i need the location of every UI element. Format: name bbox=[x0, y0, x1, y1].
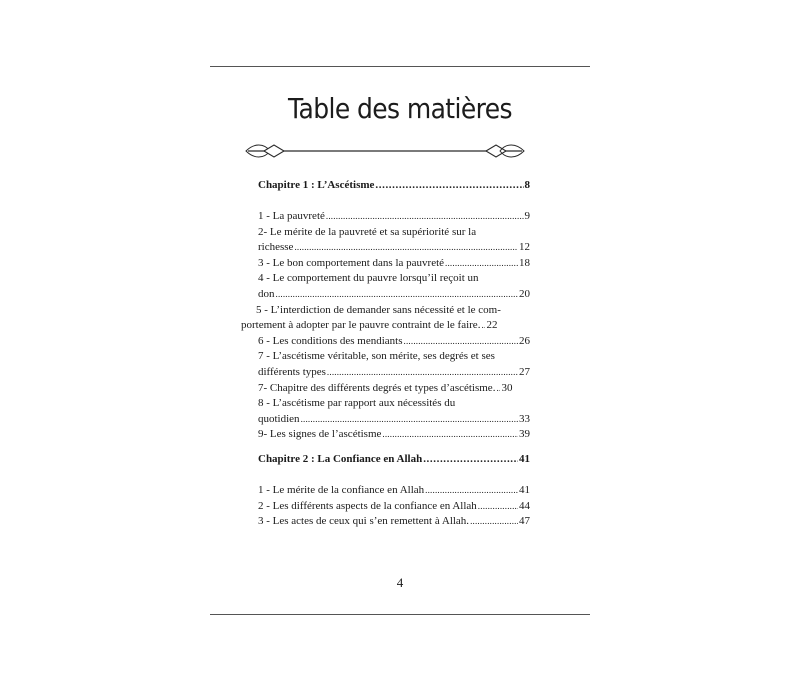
entry-page: 47 bbox=[519, 515, 530, 528]
dot-leader bbox=[425, 483, 518, 499]
page-title: Table des matières bbox=[288, 92, 512, 125]
chapter1-page: 8 bbox=[524, 179, 530, 191]
entry-page: 26 bbox=[519, 334, 530, 347]
entry-label: portement à adopter par le pauvre contraint de le faire. bbox=[241, 319, 481, 332]
toc-entry[interactable] bbox=[258, 483, 530, 499]
dot-leader bbox=[294, 240, 518, 256]
chapter2-entries bbox=[258, 483, 530, 530]
toc-entry[interactable] bbox=[258, 287, 530, 303]
toc-entry[interactable] bbox=[258, 381, 530, 397]
entry-page: 20 bbox=[519, 287, 530, 300]
entry-label: 1 - La pauvreté bbox=[258, 210, 325, 222]
toc-entry[interactable] bbox=[258, 499, 530, 515]
entry-page: 22 bbox=[486, 319, 498, 332]
toc-entry[interactable] bbox=[258, 256, 530, 272]
entry-label-line1: 8 - L’ascétisme par rapport aux nécessités du bbox=[258, 397, 456, 410]
entry-label: 2 - Les différents aspects de la confiance en Allah bbox=[258, 499, 477, 512]
entry-label-line1: 7 - L’ascétisme véritable, son mérite, ses degrés et ses bbox=[258, 350, 495, 363]
entry-label: don bbox=[258, 287, 275, 300]
dot-leader bbox=[276, 287, 519, 303]
toc-entry[interactable] bbox=[258, 365, 530, 381]
entry-label: 9- Les signes de l’ascétisme bbox=[258, 428, 382, 441]
dot-leader bbox=[326, 209, 524, 225]
chapter2-heading: Chapitre 2 : La Confiance en Allah bbox=[258, 453, 423, 465]
entry-label: quotidien bbox=[258, 412, 300, 425]
bottom-rule bbox=[210, 614, 590, 615]
dot-leader bbox=[423, 452, 518, 468]
entry-page: 39 bbox=[519, 428, 530, 441]
entry-page: 41 bbox=[519, 484, 530, 496]
page-number: 4 bbox=[396, 575, 404, 590]
toc-entry[interactable] bbox=[241, 318, 530, 334]
dot-leader bbox=[404, 334, 518, 350]
toc-entry[interactable] bbox=[258, 209, 530, 225]
dot-leader bbox=[327, 365, 518, 381]
toc-entry[interactable] bbox=[258, 412, 530, 428]
toc-entry[interactable] bbox=[258, 427, 530, 443]
toc-entry[interactable] bbox=[258, 240, 530, 256]
entry-page: 9 bbox=[524, 210, 530, 222]
top-rule bbox=[210, 66, 590, 67]
chapter2-page: 41 bbox=[519, 453, 530, 465]
dot-leader bbox=[496, 381, 500, 397]
entry-page: 33 bbox=[519, 412, 530, 425]
chapter1-heading-row[interactable] bbox=[258, 178, 530, 194]
entry-label: 7- Chapitre des différents degrés et types d’ascétisme. bbox=[258, 381, 496, 394]
dot-leader bbox=[478, 499, 518, 515]
dot-leader bbox=[382, 427, 518, 443]
toc-entry[interactable] bbox=[258, 334, 530, 350]
entry-label: 6 - Les conditions des mendiants bbox=[258, 334, 403, 347]
ornament-divider bbox=[244, 140, 526, 162]
chapter2-section bbox=[258, 452, 530, 468]
entry-page: 44 bbox=[519, 499, 530, 512]
chapter1-section bbox=[258, 178, 530, 194]
entry-label-line1: 2- Le mérite de la pauvreté et sa supériorité sur la bbox=[258, 225, 477, 238]
dot-leader bbox=[481, 318, 485, 334]
dot-leader bbox=[470, 514, 518, 530]
entry-page: 30 bbox=[501, 381, 513, 394]
chapter1-heading: Chapitre 1 : L’Ascétisme bbox=[258, 179, 375, 191]
entry-page: 18 bbox=[519, 256, 530, 269]
dot-leader bbox=[301, 412, 518, 428]
dot-leader bbox=[445, 256, 518, 272]
entry-page: 12 bbox=[519, 241, 530, 254]
toc-entry[interactable] bbox=[258, 514, 530, 530]
chapter1-entries bbox=[241, 209, 530, 443]
dot-leader bbox=[375, 178, 523, 194]
entry-page: 27 bbox=[519, 365, 530, 378]
entry-label: richesse bbox=[258, 241, 294, 254]
entry-label: différents types bbox=[258, 365, 326, 378]
entry-label-line1: 4 - Le comportement du pauvre lorsqu’il reçoit un bbox=[258, 272, 479, 285]
entry-label: 3 - Les actes de ceux qui s’en remettent à Allah. bbox=[258, 515, 470, 528]
entry-label-line1: 5 - L’interdiction de demander sans nécessité et le com- bbox=[256, 303, 501, 316]
entry-label: 3 - Le bon comportement dans la pauvreté bbox=[258, 256, 445, 269]
entry-label: 1 - Le mérite de la confiance en Allah bbox=[258, 484, 425, 496]
chapter2-heading-row[interactable] bbox=[258, 452, 530, 468]
